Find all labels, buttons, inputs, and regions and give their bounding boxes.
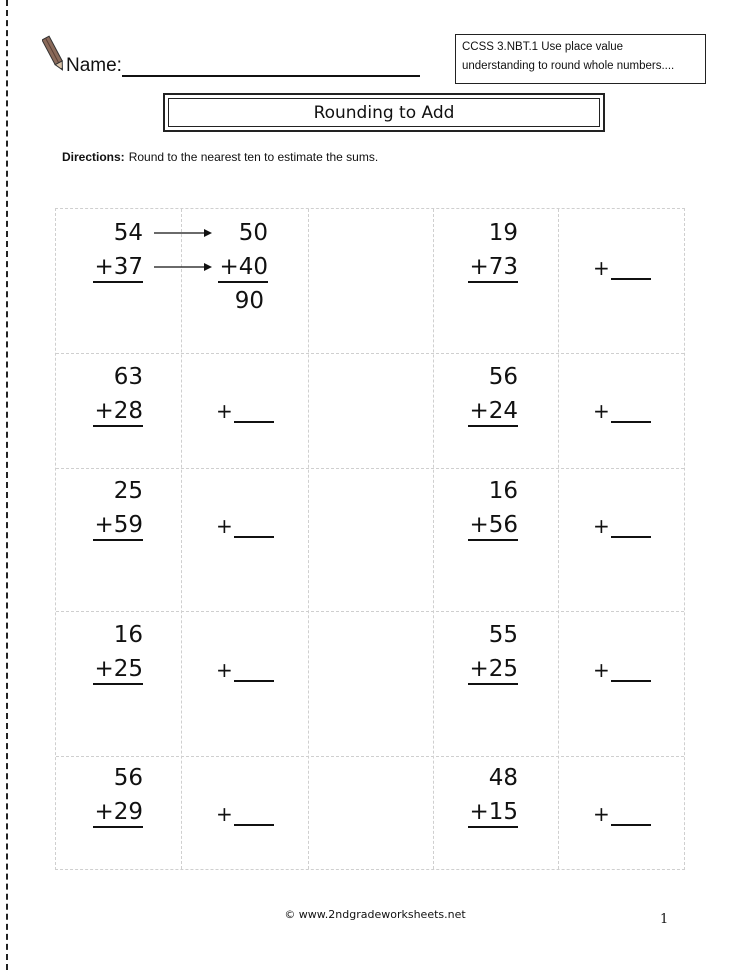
problem-top-number: 55 (488, 622, 518, 648)
problem-bottom-number: +29 (93, 798, 143, 828)
problem-top-number: 48 (488, 765, 518, 791)
standard-box (455, 34, 706, 84)
standard-line-1: CCSS 3.NBT.1 Use place value (462, 41, 624, 53)
problem-top-number: 25 (113, 478, 143, 504)
name-label: Name: (66, 55, 122, 76)
plus-sign: + (593, 658, 610, 682)
answer-blank[interactable] (593, 802, 653, 826)
grid-divider (308, 209, 309, 869)
problem-grid (55, 208, 685, 870)
plus-sign: + (593, 399, 610, 423)
example-rounded-bottom: +40 (218, 253, 268, 283)
plus-sign: + (216, 399, 233, 423)
example-sum: 90 (234, 288, 264, 314)
answer-blank[interactable] (593, 514, 653, 538)
arrow-right-icon (154, 262, 212, 272)
plus-sign: + (593, 256, 610, 280)
pencil-icon (42, 34, 66, 74)
grid-divider (433, 209, 434, 869)
problem-bottom-number: +24 (468, 397, 518, 427)
problem-bottom-number: +73 (468, 253, 518, 283)
grid-divider (56, 756, 684, 757)
answer-blank[interactable] (593, 399, 653, 423)
problem-bottom-number: +59 (93, 511, 143, 541)
problem-bottom-number: +56 (468, 511, 518, 541)
problem-top-number: 16 (488, 478, 518, 504)
answer-blank[interactable] (593, 658, 653, 682)
plus-sign: + (593, 514, 610, 538)
answer-blank[interactable] (216, 514, 276, 538)
arrow-right-icon (154, 228, 212, 238)
page-number: 1 (660, 912, 669, 927)
problem-top-number: 16 (113, 622, 143, 648)
name-input-line[interactable] (122, 75, 420, 77)
standard-line-2: understanding to round whole numbers.... (462, 60, 675, 72)
footer-copyright: © www.2ndgradeworksheets.net (284, 908, 466, 921)
plus-sign: + (216, 514, 233, 538)
directions (62, 150, 378, 164)
directions-text: Round to the nearest ten to estimate the sums. (128, 150, 379, 164)
answer-blank[interactable] (216, 399, 276, 423)
answer-blank[interactable] (216, 658, 276, 682)
grid-divider (56, 468, 684, 469)
problem-bottom-number: +28 (93, 397, 143, 427)
page-title: Rounding to Add (168, 98, 600, 127)
example-bottom-number: +37 (93, 253, 143, 283)
example-top-number: 54 (113, 220, 143, 246)
plus-sign: + (216, 658, 233, 682)
grid-divider (56, 353, 684, 354)
problem-top-number: 63 (113, 364, 143, 390)
example-rounded-top: 50 (238, 220, 268, 246)
problem-top-number: 56 (113, 765, 143, 791)
answer-blank[interactable] (216, 802, 276, 826)
grid-divider (181, 209, 182, 869)
grid-divider (56, 611, 684, 612)
plus-sign: + (593, 802, 610, 826)
directions-label: Directions: (62, 150, 125, 164)
answer-blank[interactable] (593, 256, 653, 280)
problem-top-number: 56 (488, 364, 518, 390)
problem-top-number: 19 (488, 220, 518, 246)
title-box (163, 93, 605, 132)
plus-sign: + (216, 802, 233, 826)
problem-bottom-number: +25 (93, 655, 143, 685)
grid-divider (558, 209, 559, 869)
cut-line (6, 0, 8, 970)
problem-bottom-number: +15 (468, 798, 518, 828)
problem-bottom-number: +25 (468, 655, 518, 685)
